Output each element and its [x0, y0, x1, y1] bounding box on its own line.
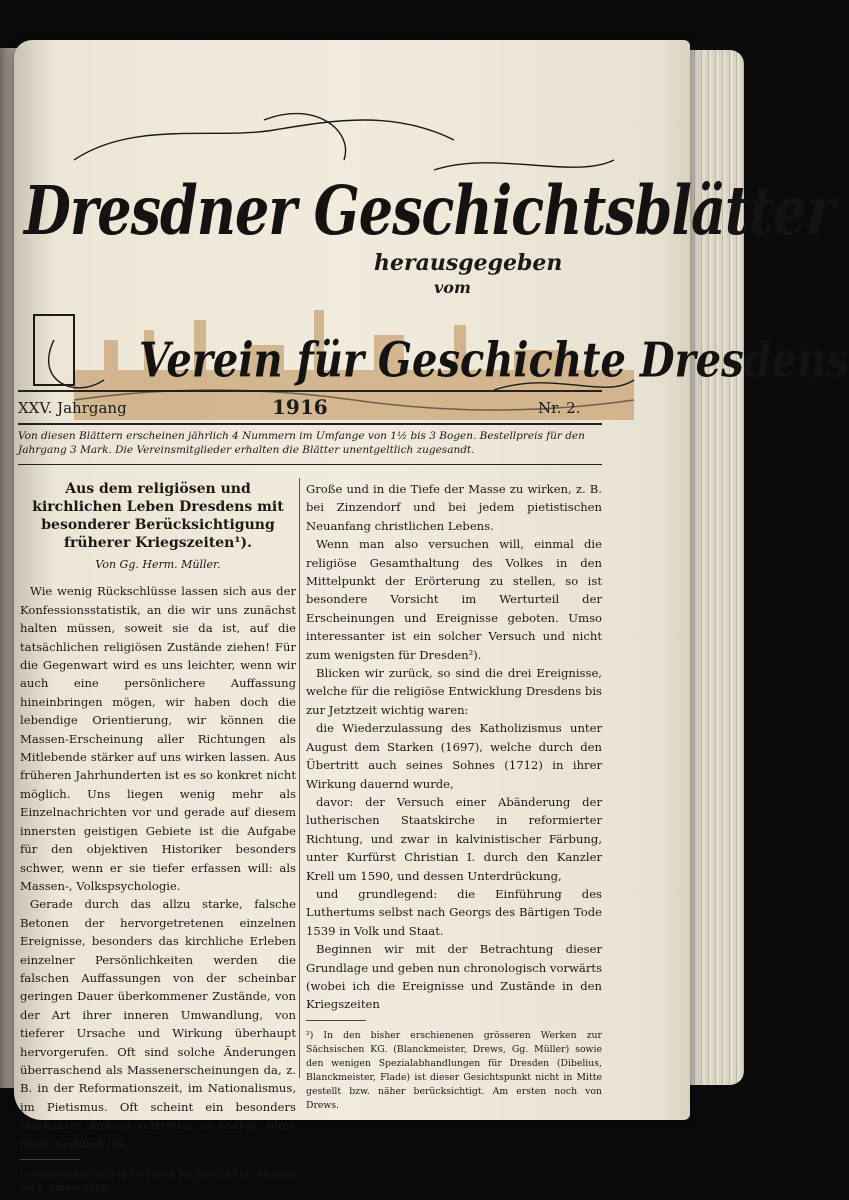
footnote-rule	[306, 1020, 366, 1021]
masthead-subtitle: herausgegeben	[374, 250, 563, 276]
paragraph: Beginnen wir mit der Betrachtung dieser Grundlage und geben nun chronologisch vorwärts (wobei ich die Ereignisse und Zustände in den Kriegszeiten	[306, 942, 602, 1012]
paragraph: Blicken wir zurück, so sind die drei Ereignisse, welche für die religiöse Entwicklung Dresdens bis zur Jetztzeit wichtig waren:	[306, 666, 602, 717]
subscription-notice: Von diesen Blättern erscheinen jährlich 4 Nummern im Umfange von 1½ bis 3 Bogen. Bestellpreis für den Jahrgang 3 Mark. Die Vereinsmitglieder erhalten die Blätter unentgeltlich zugesandt.	[18, 430, 585, 456]
footnote: ¹) Nach einem Vortrag im Verein für Geschichte Dresdens am 5. Januar 1916.	[20, 1169, 296, 1194]
paragraph: Große und in die Tiefe der Masse zu wirken, z. B. bei Zinzendorf und bei jedem pietistischen Neuanfang christlichen Lebens.	[306, 482, 602, 533]
paragraph: Wenn man also versuchen will, einmal die religiöse Gesamthaltung des Volkes in den Mittelpunkt der Erörterung zu stellen, so ist besondere Vorsicht im Werturteil der Erscheinungen und Ereignisse geboten. Umso interessanter ist ein solcher Versuch und nicht zum wenigsten für Dresden²).	[306, 537, 602, 662]
journal-page	[14, 40, 849, 1194]
column-divider	[299, 478, 300, 1078]
paragraph: Gerade durch das allzu starke, falsche Betonen der hervorgetretenen einzelnen Ereignisse, besonders das kirchliche Erleben einzelner Persönlichkeiten werden die falschen Auffassungen von der scheinbar geringen Dauer überkommener Zustände, von der Art ihrer inneren Umwandlung, von tieferer Ursache und Wirkung überhaupt hervorgerufen. Oft sind solche Änderungen überraschend als Massenerscheinungen da, z. B. in der Reformationszeit, im Nationalismus, im Pietismus. Oft scheint ein besonders markanter Anfang vertreten zu wollen, ohne doch merklich ins	[20, 897, 296, 1151]
masthead	[14, 100, 849, 430]
masthead-publisher: Verein für Geschichte Dresdens	[139, 332, 849, 389]
issue-number: Nr. 2.	[538, 399, 581, 417]
header-rule-bottom	[18, 423, 602, 425]
notice-rule	[18, 464, 602, 465]
article-author: Von Gg. Herm. Müller.	[95, 558, 221, 571]
masthead-title: Dresdner Geschichtsblätter	[24, 170, 834, 250]
issue-year: 1916	[272, 395, 328, 419]
article-title: Aus dem religiösen und kirchlichen Leben Dresdens mit besonderer Berücksichtigung früherer Kriegszeiten¹).	[32, 481, 284, 551]
paragraph: Wie wenig Rückschlüsse lassen sich aus der Konfessionsstatistik, an die wir uns zunächst halten müssen, soweit sie da ist, auf die tatsächlichen religiösen Zustände ziehen! Für die Gegenwart wird es uns leichter, wenn wir auch eine persönlichere Auffassung hineinbringen mögen, wir haben doch die lebendige Orientierung, wir können die Massen-Erscheinung aller Richtungen als Mitlebende stärker auf uns wirken lassen. Aus früheren Jahrhunderten ist es so konkret nicht möglich. Uns liegen wenig mehr als Einzelnachrichten vor und gerade auf diesem innersten geistigen Gebiete ist die Aufgabe für den objektiven Historiker besonders schwer, wenn er sie tiefer erfassen will: als Massen-, Volkspsychologie.	[20, 584, 296, 893]
right-column	[306, 480, 602, 1113]
list-item: die Wiederzulassung des Katholizismus unter August dem Starken (1697), welche durch den Übertritt auch seines Sohnes (1712) in ihrer Wirkung dauernd wurde,	[306, 721, 602, 791]
header-rule-top	[18, 390, 602, 392]
coat-of-arms-icon	[34, 315, 74, 385]
list-item: und grundlegend: die Einführung des Luthertums selbst nach Georgs des Bärtigen Tode 1539 in Volk und Staat.	[306, 886, 602, 938]
left-column	[20, 480, 296, 1196]
masthead-subtitle-vom: vom	[434, 278, 471, 297]
issue-info	[18, 395, 602, 421]
footnote: ²) In den bisher erschienenen grösseren Werken zur Sächsischen KG. (Blanckmeister, Drews, Gg. Müller) sowie den wenigen Spezialabhandlungen für Dresden (Dibelius, Blanckmeister, Flade) ist dieser Gesichtspunkt nicht in Mitte gestellt bzw. näher berücksichtigt. Am ersten noch von Drews.	[306, 1029, 602, 1111]
list-item: davor: der Versuch einer Abänderung der lutherischen Staatskirche in reformierter Richtung, und zwar in kalvinistischer Färbung, unter Kurfürst Christian I. durch den Kanzler Krell um 1590, und dessen Unterdrückung,	[306, 794, 602, 883]
footnote-rule	[20, 1159, 80, 1160]
issue-volume: XXV. Jahrgang	[18, 399, 127, 417]
